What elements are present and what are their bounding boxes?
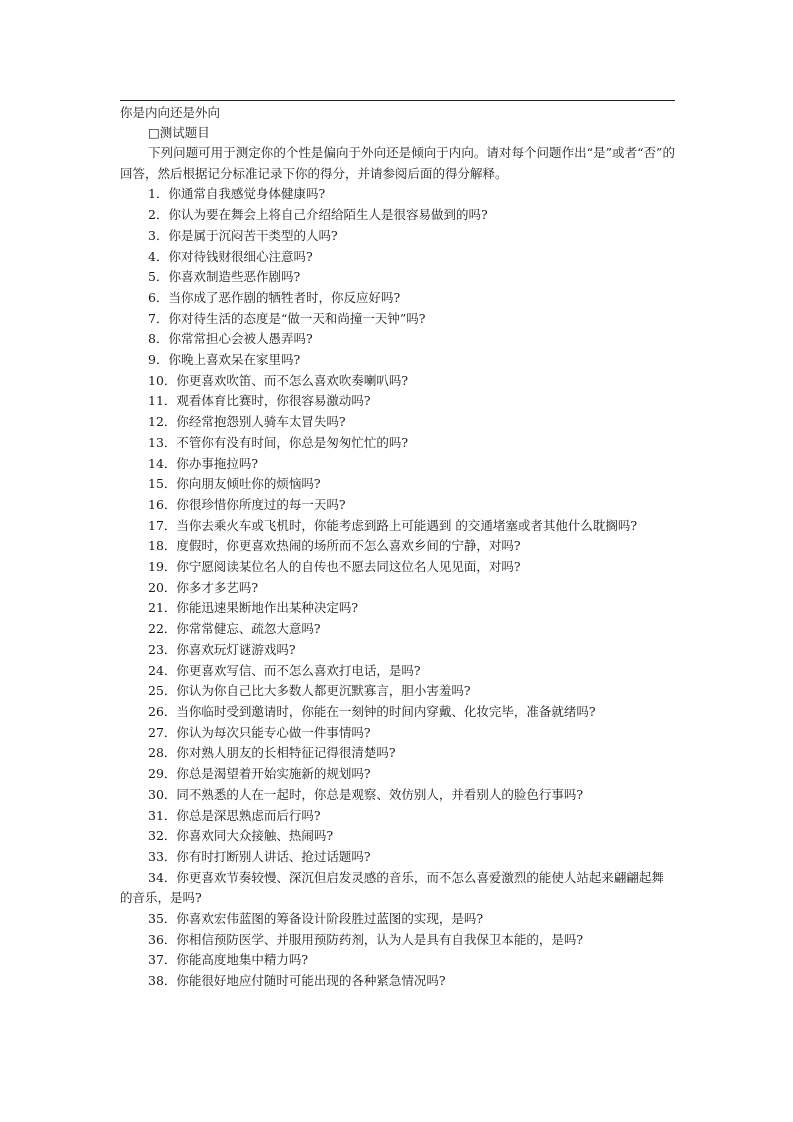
- question-number: 36．: [148, 931, 177, 947]
- question-item: [120, 847, 675, 868]
- question-item: [120, 516, 675, 537]
- question-item: [120, 971, 675, 992]
- question-item: [120, 205, 675, 226]
- question-item: [120, 868, 675, 909]
- question-item: [120, 412, 675, 433]
- question-text: 你更喜欢写信、而不怎么喜欢打电话，是吗?: [176, 662, 421, 678]
- top-rule: [120, 100, 675, 101]
- question-number: 12．: [148, 414, 177, 430]
- question-item: [120, 743, 675, 764]
- question-number: 20．: [148, 579, 177, 595]
- question-text: 不管你有没有时间，你总是匆匆忙忙的吗?: [176, 434, 409, 450]
- question-item: [120, 454, 675, 475]
- intro-paragraph: 下列问题可用于测定你的个性是偏向于外向还是倾向于内向。请对每个问题作出“是”或者“否”的回答，然后根据记分标准记录下你的得分，并请参阅后面的得分解释。: [120, 145, 675, 181]
- question-text: 你向朋友倾吐你的烦恼吗?: [176, 476, 321, 492]
- question-number: 5．: [148, 269, 169, 285]
- question-number: 26．: [148, 703, 177, 719]
- question-item: [120, 536, 675, 557]
- section-heading: □测试题目: [148, 125, 210, 140]
- question-text: 你更喜欢吹笛、而不怎么喜欢吹奏喇叭吗?: [176, 372, 409, 388]
- question-text: 你认为要在舞会上将自己介绍给陌生人是很容易做到的吗?: [168, 207, 488, 223]
- question-item: [120, 826, 675, 847]
- question-number: 34．: [148, 869, 177, 885]
- question-item: [120, 723, 675, 744]
- question-text: 观看体育比赛时，你很容易激动吗?: [176, 393, 371, 409]
- question-item: [120, 329, 675, 350]
- question-number: 16．: [148, 496, 177, 512]
- document-title: 你是内向还是外向: [120, 105, 221, 120]
- question-text: 你相信预防医学、并服用预防药剂，认为人是具有自我保卫本能的，是吗?: [176, 931, 584, 947]
- question-text: 你喜欢玩灯谜游戏吗?: [176, 641, 296, 657]
- question-text: 当你临时受到邀请时，你能在一刻钟的时间内穿戴、化妆完毕，准备就绪吗?: [176, 703, 596, 719]
- question-item: [120, 930, 675, 951]
- question-text: 你能很好地应付随时可能出现的各种紧急情况吗?: [176, 973, 446, 989]
- question-item: [120, 785, 675, 806]
- question-number: 35．: [148, 911, 177, 927]
- question-number: 10．: [148, 372, 177, 388]
- question-number: 18．: [148, 538, 177, 554]
- question-text: 你多才多艺吗?: [176, 579, 259, 595]
- question-item: [120, 578, 675, 599]
- question-number: 3．: [148, 227, 169, 243]
- question-number: 23．: [148, 641, 177, 657]
- question-item: [120, 681, 675, 702]
- question-text: 同不熟悉的人在一起时，你总是观察、效仿别人，并看别人的脸色行事吗?: [176, 786, 584, 802]
- question-number: 19．: [148, 559, 177, 575]
- question-item: [120, 267, 675, 288]
- question-number: 27．: [148, 724, 177, 740]
- question-number: 38．: [148, 973, 177, 989]
- question-item: [120, 495, 675, 516]
- question-text: 你很珍惜你所度过的每一天吗?: [176, 496, 346, 512]
- question-text: 你能高度地集中精力吗?: [176, 952, 309, 968]
- question-item: [120, 598, 675, 619]
- question-text: 你认为你自己比大多数人都更沉默寡言，胆小害羞吗?: [176, 683, 471, 699]
- question-number: 29．: [148, 766, 177, 782]
- question-text: 你常常健忘、疏忽大意吗?: [176, 621, 321, 637]
- question-text: 你喜欢制造些恶作剧吗?: [168, 269, 301, 285]
- question-item: [120, 226, 675, 247]
- question-text: 你对待钱财很细心注意吗?: [168, 248, 313, 264]
- question-item: [120, 391, 675, 412]
- document-page: [120, 100, 675, 992]
- question-text: 当你去乘火车或飞机时，你能考虑到路上可能遇到 的交通堵塞或者其他什么耽搁吗?: [176, 517, 638, 533]
- question-number: 7．: [148, 310, 169, 326]
- question-number: 32．: [148, 828, 177, 844]
- question-number: 9．: [148, 352, 169, 368]
- question-text: 你宁愿阅读某位名人的自传也不愿去同这位名人见见面，对吗?: [176, 559, 521, 575]
- question-text: 你晚上喜欢呆在家里吗?: [168, 352, 301, 368]
- question-text: 你喜欢宏伟蓝图的筹备设计阶段胜过蓝图的实现，是吗?: [176, 911, 484, 927]
- question-text: 你有时打断别人讲话、抢过话题吗?: [176, 848, 371, 864]
- question-number: 1．: [148, 186, 169, 202]
- question-item: [120, 350, 675, 371]
- question-item: [120, 288, 675, 309]
- question-item: [120, 661, 675, 682]
- question-item: [120, 702, 675, 723]
- question-number: 17．: [148, 517, 177, 533]
- question-item: [120, 557, 675, 578]
- question-item: [120, 247, 675, 268]
- question-number: 2．: [148, 207, 169, 223]
- question-number: 33．: [148, 848, 177, 864]
- question-item: [120, 764, 675, 785]
- question-item: [120, 909, 675, 930]
- question-number: 14．: [148, 455, 177, 471]
- question-item: [120, 640, 675, 661]
- question-text: 你常常担心会被人愚弄吗?: [168, 331, 313, 347]
- question-number: 4．: [148, 248, 169, 264]
- question-list: [120, 184, 675, 991]
- question-text: 度假时，你更喜欢热闹的场所而不怎么喜欢乡间的宁静，对吗?: [176, 538, 521, 554]
- question-number: 31．: [148, 807, 177, 823]
- question-item: [120, 184, 675, 205]
- question-text: 你总是深思熟虑而后行吗?: [176, 807, 321, 823]
- question-number: 13．: [148, 434, 177, 450]
- question-number: 21．: [148, 600, 177, 616]
- question-item: [120, 619, 675, 640]
- question-text: 你喜欢同大众接触、热闹吗?: [176, 828, 334, 844]
- question-number: 11．: [148, 393, 177, 409]
- question-text: 你是属于沉闷苦干类型的人吗?: [168, 227, 338, 243]
- question-number: 25．: [148, 683, 177, 699]
- question-text: 你对熟人朋友的长相特征记得很清楚吗?: [176, 745, 396, 761]
- question-number: 28．: [148, 745, 177, 761]
- question-number: 30．: [148, 786, 177, 802]
- question-text: 你能迅速果断地作出某种决定吗?: [176, 600, 359, 616]
- question-text: 你对待生活的态度是“做一天和尚撞一天钟”吗?: [168, 310, 426, 326]
- question-text: 你总是渴望着开始实施新的规划吗?: [176, 766, 371, 782]
- question-item: [120, 371, 675, 392]
- question-number: 8．: [148, 331, 169, 347]
- question-number: 24．: [148, 662, 177, 678]
- question-item: [120, 950, 675, 971]
- question-item: [120, 433, 675, 454]
- question-text: 你办事拖拉吗?: [176, 455, 259, 471]
- question-text: 你认为每次只能专心做一件事情吗?: [176, 724, 371, 740]
- question-item: [120, 806, 675, 827]
- question-number: 22．: [148, 621, 177, 637]
- question-number: 37．: [148, 952, 177, 968]
- question-item: [120, 474, 675, 495]
- question-number: 6．: [148, 289, 169, 305]
- question-number: 15．: [148, 476, 177, 492]
- question-item: [120, 309, 675, 330]
- question-text: 当你成了恶作剧的牺牲者时，你反应好吗?: [168, 289, 401, 305]
- question-text: 你经常抱怨别人骑车太冒失吗?: [176, 414, 346, 430]
- question-text: 你通常自我感觉身体健康吗?: [168, 186, 326, 202]
- question-text: 你更喜欢节奏较慢、深沉但启发灵感的音乐，而不怎么喜爱激烈的能使人站起来翩翩起舞的音乐，是吗?: [120, 869, 664, 906]
